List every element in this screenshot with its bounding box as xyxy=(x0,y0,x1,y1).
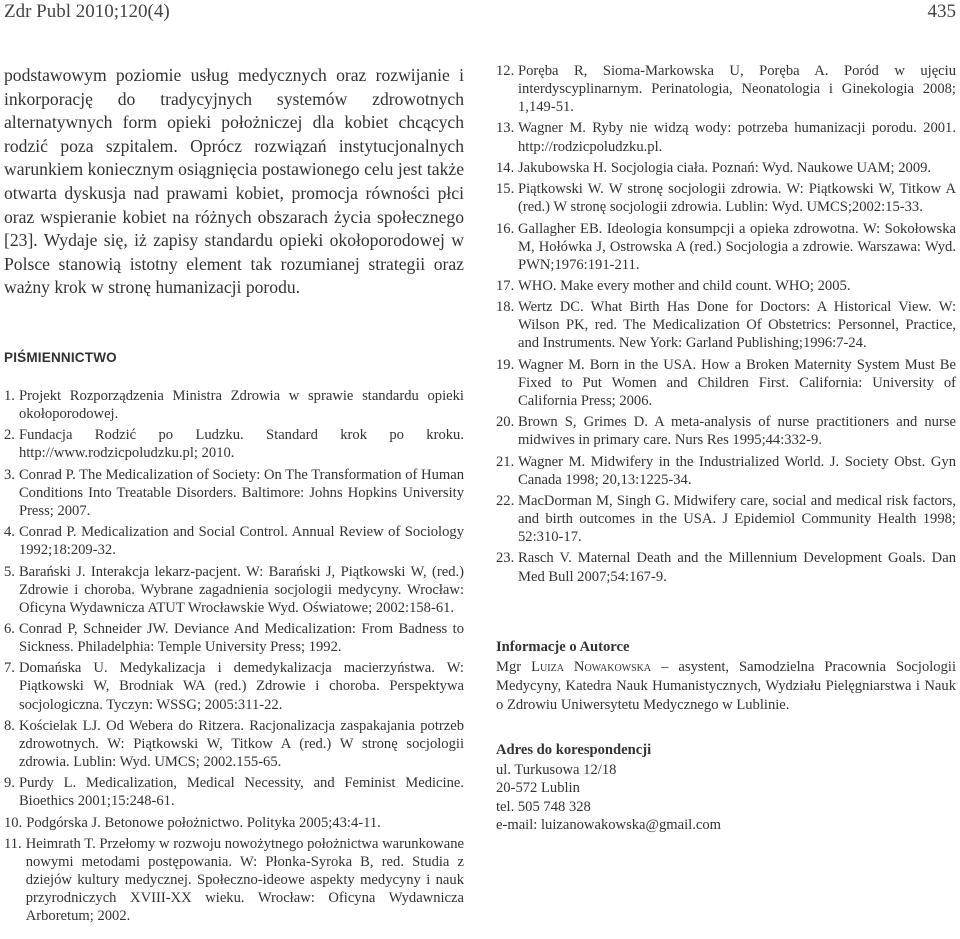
references-list-right xyxy=(496,62,956,586)
references-title: PIŚMIENNICTWO xyxy=(4,349,117,365)
reference-number: 19. xyxy=(496,356,515,373)
author-prefix: Mgr xyxy=(496,658,522,675)
reference-item xyxy=(496,159,956,177)
reference-text: Brown S, Grimes D. A meta-analysis of nurse practitioners and nurse midwives in primary care. Nurs Res 1995;44:332-9. xyxy=(518,414,956,449)
reference-item xyxy=(4,717,464,771)
reference-text: Fundacja Rodzić po Ludzku. Standard krok po kroku. http://www.rodzicpoludzku.pl; 2010. xyxy=(18,427,464,462)
reference-text: Heimrath T. Przełomy w rozwoju nowożytnego położnictwa warunkowane nowymi metodami postępowania. W: Płonka-Syroka B, red. Studia z dziejów kultury medycznej. Społeczno-ideowe aspekty medycyny i nauk przyrodniczych XVIII-XX wieku. Wrocław: Oficyna Wydawnicza Arboretum; 2002. xyxy=(25,835,464,925)
reference-number: 23. xyxy=(496,550,515,567)
author-name: Luiza Nowakowska xyxy=(531,658,652,675)
main-paragraph: podstawowym poziomie usług medycznych oraz rozwijanie i inkorporację do tradycyjnych systemów zdrowotnych alternatywnych form opieki położniczej dla kobiet chcących rodzić poza szpitalem. Oprócz rozwiązań instytucjonalnych warunkiem koniecznym osiągnięcia postawionego celu jest także otwarta dyskusja nad prawami kobiet, promocja równości płci oraz wspieranie kobiet na różnych obszarach życia społecznego [23]. Wydaje się, iż zapisy standardu opieki okołoporodowej w Polsce stanowią istotny element tak rozumianej strategii oraz ważny krok w stronę humanizacji porodu. xyxy=(4,65,464,298)
reference-number: 13. xyxy=(496,120,515,137)
reference-text: Wagner M. Born in the USA. How a Broken Maternity System Must Be Fixed to Put Women and Children First. California: University of California Press; 2006. xyxy=(518,356,956,409)
address-street: ul. Turkusowa 12/18 xyxy=(496,761,617,778)
correspondence-section xyxy=(496,742,956,835)
reference-text: Piątkowski W. W stronę socjologii zdrowia. W: Piątkowski W, Titkow A (red.) W stronę socjologii zdrowia. Lublin: Wyd. UMCS;2002:15-33. xyxy=(518,181,956,216)
references-list-left xyxy=(4,387,464,926)
reference-number: 22. xyxy=(496,492,515,509)
reference-item xyxy=(4,620,464,656)
reference-number: 7. xyxy=(4,660,15,677)
reference-text: Poręba R, Sioma-Markowska U, Poręba A. Poród w ujęciu interdyscyplinarnym. Perinatologia, Neonatologia i Ginekologia 2008; 1,149-51. xyxy=(518,63,956,116)
reference-text: MacDorman M, Singh G. Midwifery care, social and medical risk factors, and birth outcomes in the USA. J Epidemiol Community Health 1998; 52:310-17. xyxy=(518,492,956,546)
reference-text: Projekt Rozporządzenia Ministra Zdrowia w sprawie standardu opieki okołoporodowej. xyxy=(18,387,464,423)
reference-number: 12. xyxy=(496,63,515,79)
reference-item xyxy=(4,774,464,810)
reference-item xyxy=(496,220,956,274)
reference-item xyxy=(4,523,464,559)
reference-number: 14. xyxy=(496,159,515,176)
author-info-section xyxy=(496,639,956,715)
reference-item xyxy=(496,453,956,489)
reference-item xyxy=(496,492,956,546)
author-description: – asystent, Samodzielna Pracownia Socjologii Medycyny, Katedra Nauk Humanistycznych, Wydziału Pielęgniarstwa i Nauk o Zdrowiu Uniwersytetu Medycznego w Lublinie. xyxy=(496,658,957,713)
reference-number: 16. xyxy=(496,220,515,237)
reference-text: Conrad P. The Medicalization of Society: On The Transformation of Human Conditions Into Treatable Disorders. Baltimore: Johns Hopkins University Press; 2007. xyxy=(18,466,464,519)
journal-citation: Zdr Publ 2010;120(4) xyxy=(4,1,170,22)
reference-number: 10. xyxy=(4,814,23,831)
reference-number: 4. xyxy=(4,524,15,541)
reference-item xyxy=(496,180,956,216)
reference-item xyxy=(4,563,464,617)
reference-item xyxy=(4,387,464,423)
reference-text: WHO. Make every mother and child count. WHO; 2005. xyxy=(518,277,851,294)
reference-number: 15. xyxy=(496,181,515,198)
left-column xyxy=(4,64,464,929)
reference-number: 1. xyxy=(4,387,15,404)
reference-text: Wagner M. Midwifery in the Industrialized World. J. Society Obst. Gyn Canada 1998; 20,13:1225-34. xyxy=(518,453,956,488)
reference-text: Wagner M. Ryby nie widzą wody: potrzeba humanizacji porodu. 2001. http://rodzicpoludzku.pl. xyxy=(518,120,956,155)
reference-item xyxy=(496,413,956,449)
address-city: 20-572 Lublin xyxy=(496,780,580,797)
reference-number: 11. xyxy=(4,835,22,852)
reference-number: 20. xyxy=(496,414,515,431)
reference-item xyxy=(496,549,956,585)
reference-item xyxy=(4,835,464,925)
author-info-title: Informacje o Autorce xyxy=(496,638,630,655)
reference-item xyxy=(496,119,956,155)
reference-text: Domańska U. Medykalizacja i demedykalizacja macierzyństwa. W: Piątkowski W, Brodniak WA (red.) Zdrowie i choroba. Perspektywa socjologiczna. Tyczyn: WSSG; 2005:311-22. xyxy=(18,660,464,713)
page-number: 435 xyxy=(927,1,956,22)
reference-number: 8. xyxy=(4,717,15,734)
address-email: e-mail: luizanowakowska@gmail.com xyxy=(496,817,721,834)
page-header xyxy=(0,0,960,32)
reference-number: 17. xyxy=(496,277,515,294)
reference-number: 18. xyxy=(496,299,515,316)
reference-item xyxy=(496,298,956,352)
reference-number: 9. xyxy=(4,775,15,792)
reference-number: 3. xyxy=(4,466,15,483)
address-phone: tel. 505 748 328 xyxy=(496,798,591,815)
reference-item xyxy=(496,277,956,295)
reference-text: Gallagher EB. Ideologia konsumpcji a opieka zdrowotna. W: Sokołowska M, Hołówka J, Ostrowska A (red.) Socjologia a zdrowie. Warszawa: Wyd. PWN;1976:191-211. xyxy=(518,220,956,273)
reference-item xyxy=(496,356,956,410)
reference-text: Purdy L. Medicalization, Medical Necessity, and Feminist Medicine. Bioethics 2001;15:248-61. xyxy=(18,775,464,810)
reference-text: Conrad P, Schneider JW. Deviance And Medicalization: From Badness to Sickness. Philadelphia: Temple University Press; 1992. xyxy=(18,621,464,656)
reference-item xyxy=(4,814,464,832)
reference-text: Barański J. Interakcja lekarz-pacjent. W: Barański J, Piątkowski W, (red.) Zdrowie i choroba. Wybrane zagadnienia socjologii medycyny. Wrocław: Oficyna Wydawnicza ATUT Wrocławskie Wyd. Oświatowe; 2002:158-61. xyxy=(18,563,464,616)
reference-number: 21. xyxy=(496,453,515,470)
reference-text: Conrad P. Medicalization and Social Control. Annual Review of Sociology 1992;18:209-32. xyxy=(18,524,464,559)
reference-item xyxy=(4,426,464,462)
reference-text: Jakubowska H. Socjologia ciała. Poznań: Wyd. Naukowe UAM; 2009. xyxy=(518,159,932,176)
author-info-text xyxy=(496,658,956,715)
reference-number: 6. xyxy=(4,621,15,637)
reference-number: 2. xyxy=(4,427,15,444)
reference-item xyxy=(4,659,464,713)
reference-item xyxy=(4,466,464,520)
right-column xyxy=(496,62,956,835)
reference-text: Kościelak LJ. Od Webera do Ritzera. Racjonalizacja zaspakajania potrzeb zdrowotnych. W: Piątkowski W, Titkow A (red.) W stronę socjologii zdrowia. Lublin: Wyd. UMCS; 2002.155-65. xyxy=(18,717,464,771)
reference-item xyxy=(496,62,956,116)
reference-number: 5. xyxy=(4,563,15,580)
reference-text: Wertz DC. What Birth Has Done for Doctors: A Historical View. W: Wilson PK, red. The Medicalization Of Obstetrics: Personnel, Practice, and Instruments. New York: Garland Publishing;1996:7-24. xyxy=(518,299,956,352)
reference-text: Podgórska J. Betonowe położnictwo. Polityka 2005;43:4-11. xyxy=(26,814,381,831)
reference-text: Rasch V. Maternal Death and the Millennium Development Goals. Dan Med Bull 2007;54:167-9. xyxy=(518,550,956,585)
correspondence-title: Adres do korespondencji xyxy=(496,741,652,758)
